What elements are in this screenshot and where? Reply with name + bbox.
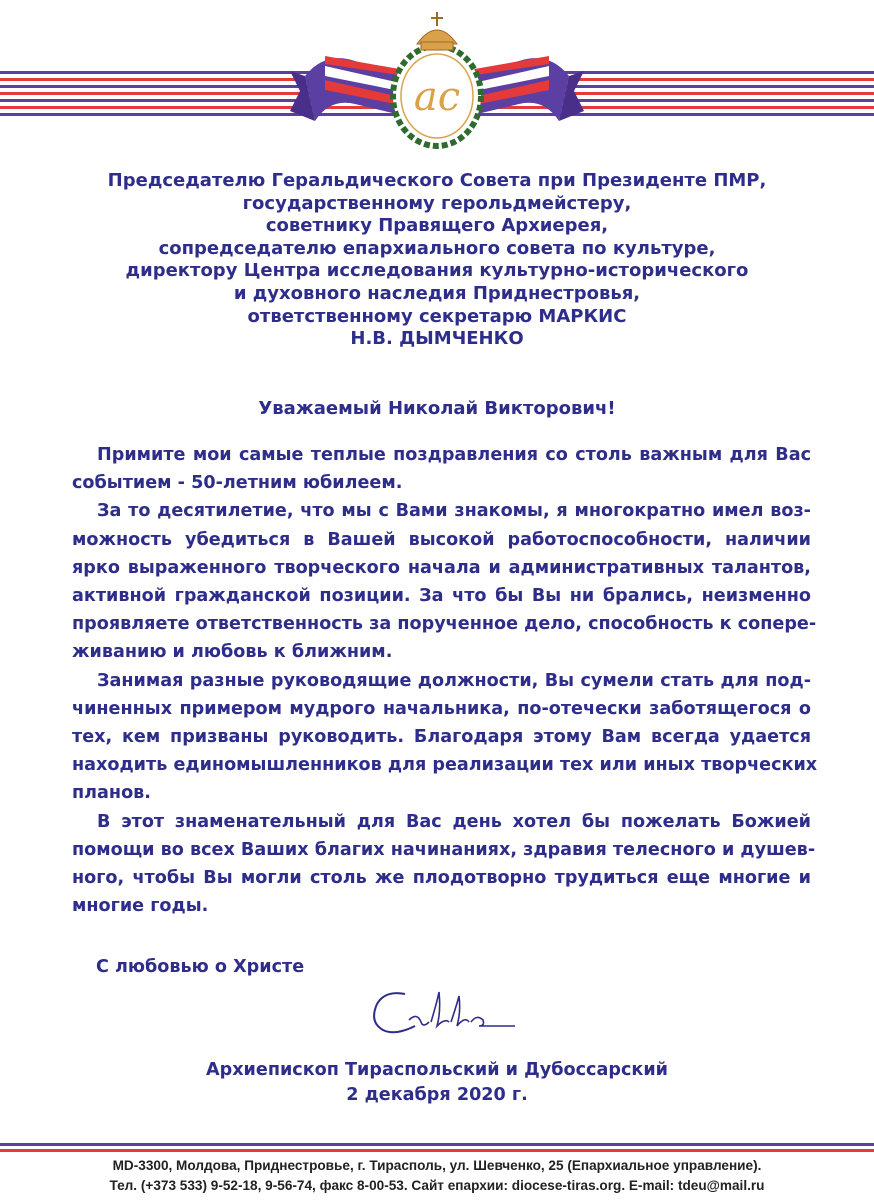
paragraph	[72, 497, 817, 666]
paragraph-line: В этот знаменательный для Вас день хотел бы пожелать Божией	[97, 811, 811, 832]
paragraph-line: многие годы.	[72, 896, 209, 917]
paragraph	[72, 808, 816, 921]
footer-stripe	[0, 1143, 874, 1146]
paragraph-line: Занимая разные руководящие должности, Вы сумели стать для под-	[97, 670, 811, 691]
paragraph-line: проявляете ответственность за порученное дело, способность к сопере-	[72, 614, 817, 635]
addressee-name: Н.В. ДЫМЧЕНКО	[350, 328, 524, 350]
paragraph-line: планов.	[72, 783, 151, 804]
diocese-emblem	[285, 6, 589, 156]
addressee-line: ответственному секретарю МАРКИС	[247, 305, 627, 327]
signer-title: Архиепископ Тираспольский и Дубоссарский	[206, 1060, 668, 1080]
paragraph-line: помощи во всех Ваших благих начинаниях, здравия телесного и душев-	[72, 839, 816, 860]
addressee-line: государственному герольдмейстеру,	[242, 192, 632, 214]
closing-phrase: С любовью о Христе	[96, 957, 305, 977]
addressee-line: директору Центра исследования культурно-исторического	[125, 260, 749, 282]
addressee-block	[0, 170, 874, 351]
footer-phone-email: Тел. (+373 533) 9-52-18, 9-56-74, факс 8-00-53. Сайт епархии: diocese-tiras.org. E-mail: tdeu@mail.ru	[109, 1178, 765, 1193]
letter-body	[72, 441, 818, 920]
paragraph	[72, 441, 811, 497]
letter-date: 2 декабря 2020 г.	[346, 1085, 528, 1105]
handwritten-signature	[365, 982, 525, 1042]
paragraph	[72, 667, 818, 808]
addressee-line: Председателю Геральдического Совета при Президенте ПМР,	[107, 170, 767, 191]
footer-stripe	[0, 1149, 874, 1152]
paragraph-line: За то десятилетие, что мы с Вами знакомы, я многократно имел воз-	[97, 501, 811, 522]
paragraph-line: Примите мои самые теплые поздравления со столь важным для Вас	[97, 445, 811, 465]
addressee-line: и духовного наследия Приднестровья,	[233, 282, 641, 304]
paragraph-line: находить единомышленников для реализации тех или иных творческих	[72, 755, 818, 776]
paragraph-line: чиненных примером мудрого начальника, по-отечески заботящегося о	[72, 698, 811, 719]
paragraph-line: можность убедиться в Вашей высокой работоспособности, наличии	[72, 529, 811, 550]
paragraph-line: активной гражданской позиции. За что бы Вы ни брались, неизменно	[72, 586, 811, 607]
paragraph-line: живанию и любовь к ближним.	[72, 642, 393, 663]
footer-address: MD-3300, Молдова, Приднестровье, г. Тирасполь, ул. Шевченко, 25 (Епархиальное управление).	[112, 1158, 762, 1173]
addressee-line: советнику Правящего Архиерея,	[265, 215, 609, 237]
paragraph-line: ного, чтобы Вы могли столь же плодотворно трудиться еще многие и	[72, 868, 811, 889]
addressee-line: сопредседателю епархиального совета по культуре,	[158, 237, 716, 259]
greeting: Уважаемый Николай Викторович!	[258, 398, 616, 419]
paragraph-line: тех, кем призваны руководить. Благодаря этому Вам всегда удается	[72, 727, 811, 748]
paragraph-line: событием - 50-летним юбилеем.	[72, 473, 403, 494]
signer-block	[0, 1058, 874, 1108]
footer-contacts	[0, 1156, 874, 1196]
emblem-monogram: ac	[413, 74, 461, 120]
paragraph-line: ярко выраженного творческого начала и административных талантов,	[72, 557, 811, 578]
